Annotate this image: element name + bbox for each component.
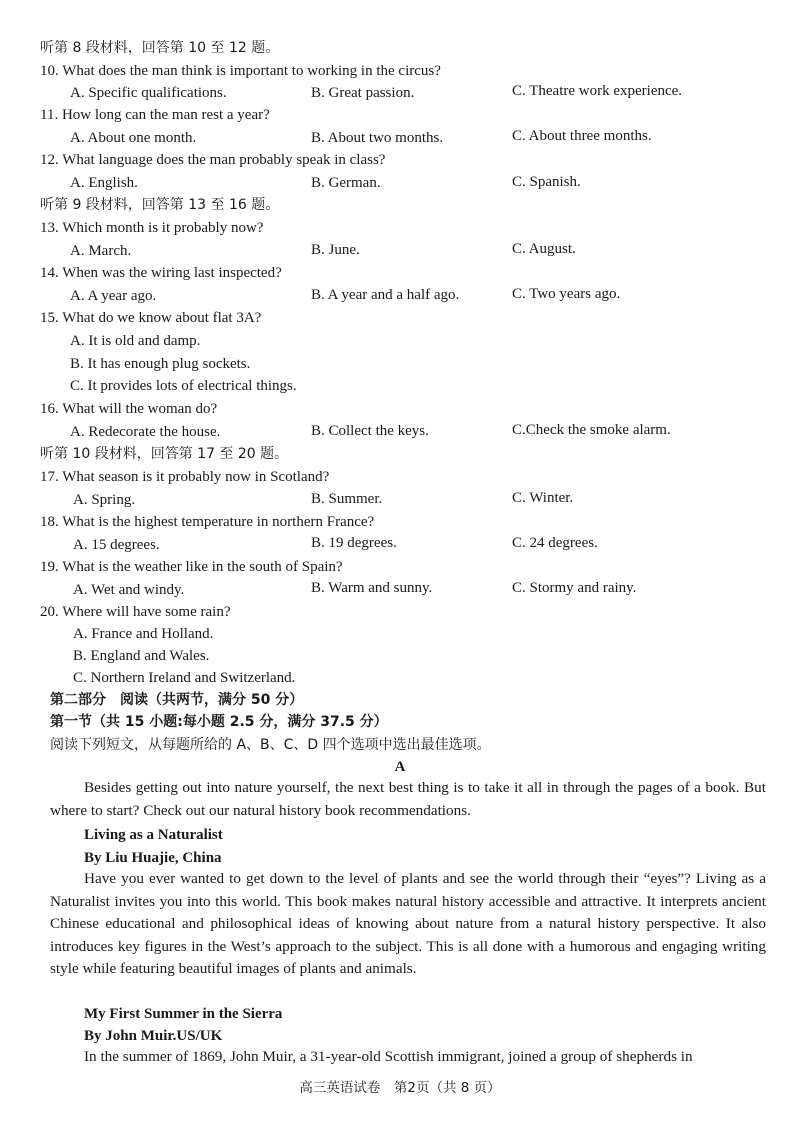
book-1-description: Have you ever wanted to get down to the level of plants and see the world through their “eyes”? Living as a Naturalist invites you into this world. This book makes natural history accessible and attractive. It interprets ancient Chinese educational and philosophical ideas of knowing about nature from a natural history perspective. It also introduces key figures in the West’s approach to the subject. This is all done with a humorous and engaging writing style while featuring beautiful images of plants and animals. (50, 870, 766, 977)
question-20-option-b: B. England and Wales. (73, 648, 210, 664)
question-12-option-c: C. Spanish. (512, 174, 581, 190)
question-10-option-c: C. Theatre work experience. (512, 83, 683, 99)
page-footer: 高三英语试卷 第2页（共 8 页） (299, 1080, 501, 1096)
section-10-header: 听第 10 段材料，回答第 17 至 20 题。 (40, 446, 289, 462)
question-12-stem: 12. What language does the man probably speak in class? (40, 152, 386, 168)
book-2-title: My First Summer in the Sierra (84, 1006, 283, 1022)
question-18-stem: 18. What is the highest temperature in northern France? (40, 514, 375, 530)
reading-instruction: 阅读下列短文，从每题所给的 A、B、C、D 四个选项中选出最佳选项。 (50, 737, 491, 753)
question-20-option-c: C. Northern Ireland and Switzerland. (73, 670, 296, 686)
section-1-title: 第一节（共 15 小题:每小题 2.5 分，满分 37.5 分） (50, 714, 388, 730)
question-16-option-b: B. Collect the keys. (311, 423, 429, 439)
passage-label: A (394, 759, 406, 775)
question-15-stem: 15. What do we know about flat 3A? (40, 310, 262, 326)
question-14-stem: 14. When was the wiring last inspected? (40, 265, 282, 281)
section-9-header: 听第 9 段材料，回答第 13 至 16 题。 (40, 197, 280, 213)
question-20-option-a: A. France and Holland. (73, 626, 214, 642)
question-14-option-b: B. A year and a half ago. (311, 287, 460, 303)
question-18-option-b: B. 19 degrees. (311, 535, 397, 551)
question-17-stem: 17. What season is it probably now in Scotland? (40, 469, 330, 485)
question-11-option-b: B. About two months. (311, 130, 444, 146)
question-18-option-a: A. 15 degrees. (73, 537, 160, 553)
question-13-option-a: A. March. (70, 243, 132, 259)
question-13-stem: 13. Which month is it probably now? (40, 220, 264, 236)
question-16-option-a: A. Redecorate the house. (70, 424, 221, 440)
question-17-option-c: C. Winter. (512, 490, 574, 506)
question-17-option-a: A. Spring. (73, 492, 136, 508)
question-10-option-a: A. Specific qualifications. (70, 85, 227, 101)
question-19-option-a: A. Wet and windy. (73, 582, 185, 598)
book-2-author: By John Muir.US/UK (84, 1028, 223, 1044)
question-12-option-b: B. German. (311, 175, 381, 191)
question-13-option-b: B. June. (311, 242, 360, 258)
question-12-option-a: A. English. (70, 175, 138, 191)
question-20-stem: 20. Where will have some rain? (40, 604, 231, 620)
question-15-option-c: C. It provides lots of electrical things. (70, 378, 297, 394)
question-19-option-c: C. Stormy and rainy. (512, 580, 637, 596)
passage-intro: Besides getting out into nature yourself, the next best thing is to take it all in through the pages of a book. But where to start? Check out our natural history book recommendations. (50, 779, 766, 819)
question-18-option-c: C. 24 degrees. (512, 535, 598, 551)
question-19-stem: 19. What is the weather like in the south of Spain? (40, 559, 343, 575)
section-8-header: 听第 8 段材料，回答第 10 至 12 题。 (40, 40, 280, 56)
question-14-option-c: C. Two years ago. (512, 286, 621, 302)
part-2-title: 第二部分 阅读（共两节，满分 50 分） (50, 692, 304, 708)
question-10-option-b: B. Great passion. (311, 85, 415, 101)
question-19-option-b: B. Warm and sunny. (311, 580, 433, 596)
question-15-option-a: A. It is old and damp. (70, 333, 201, 349)
question-11-stem: 11. How long can the man rest a year? (40, 107, 270, 123)
book-2-description: In the summer of 1869, John Muir, a 31-year-old Scottish immigrant, joined a group of shepherds in (84, 1048, 693, 1065)
question-11-option-c: C. About three months. (512, 128, 652, 144)
question-14-option-a: A. A year ago. (70, 288, 157, 304)
question-17-option-b: B. Summer. (311, 491, 383, 507)
question-16-option-c: C.Check the smoke alarm. (512, 422, 671, 438)
question-13-option-c: C. August. (512, 241, 576, 257)
book-1-author: By Liu Huajie, China (84, 850, 222, 866)
question-15-option-b: B. It has enough plug sockets. (70, 356, 251, 372)
question-10-stem: 10. What does the man think is important to working in the circus? (40, 63, 441, 79)
question-11-option-a: A. About one month. (70, 130, 197, 146)
question-16-stem: 16. What will the woman do? (40, 401, 218, 417)
book-1-title: Living as a Naturalist (84, 827, 223, 843)
